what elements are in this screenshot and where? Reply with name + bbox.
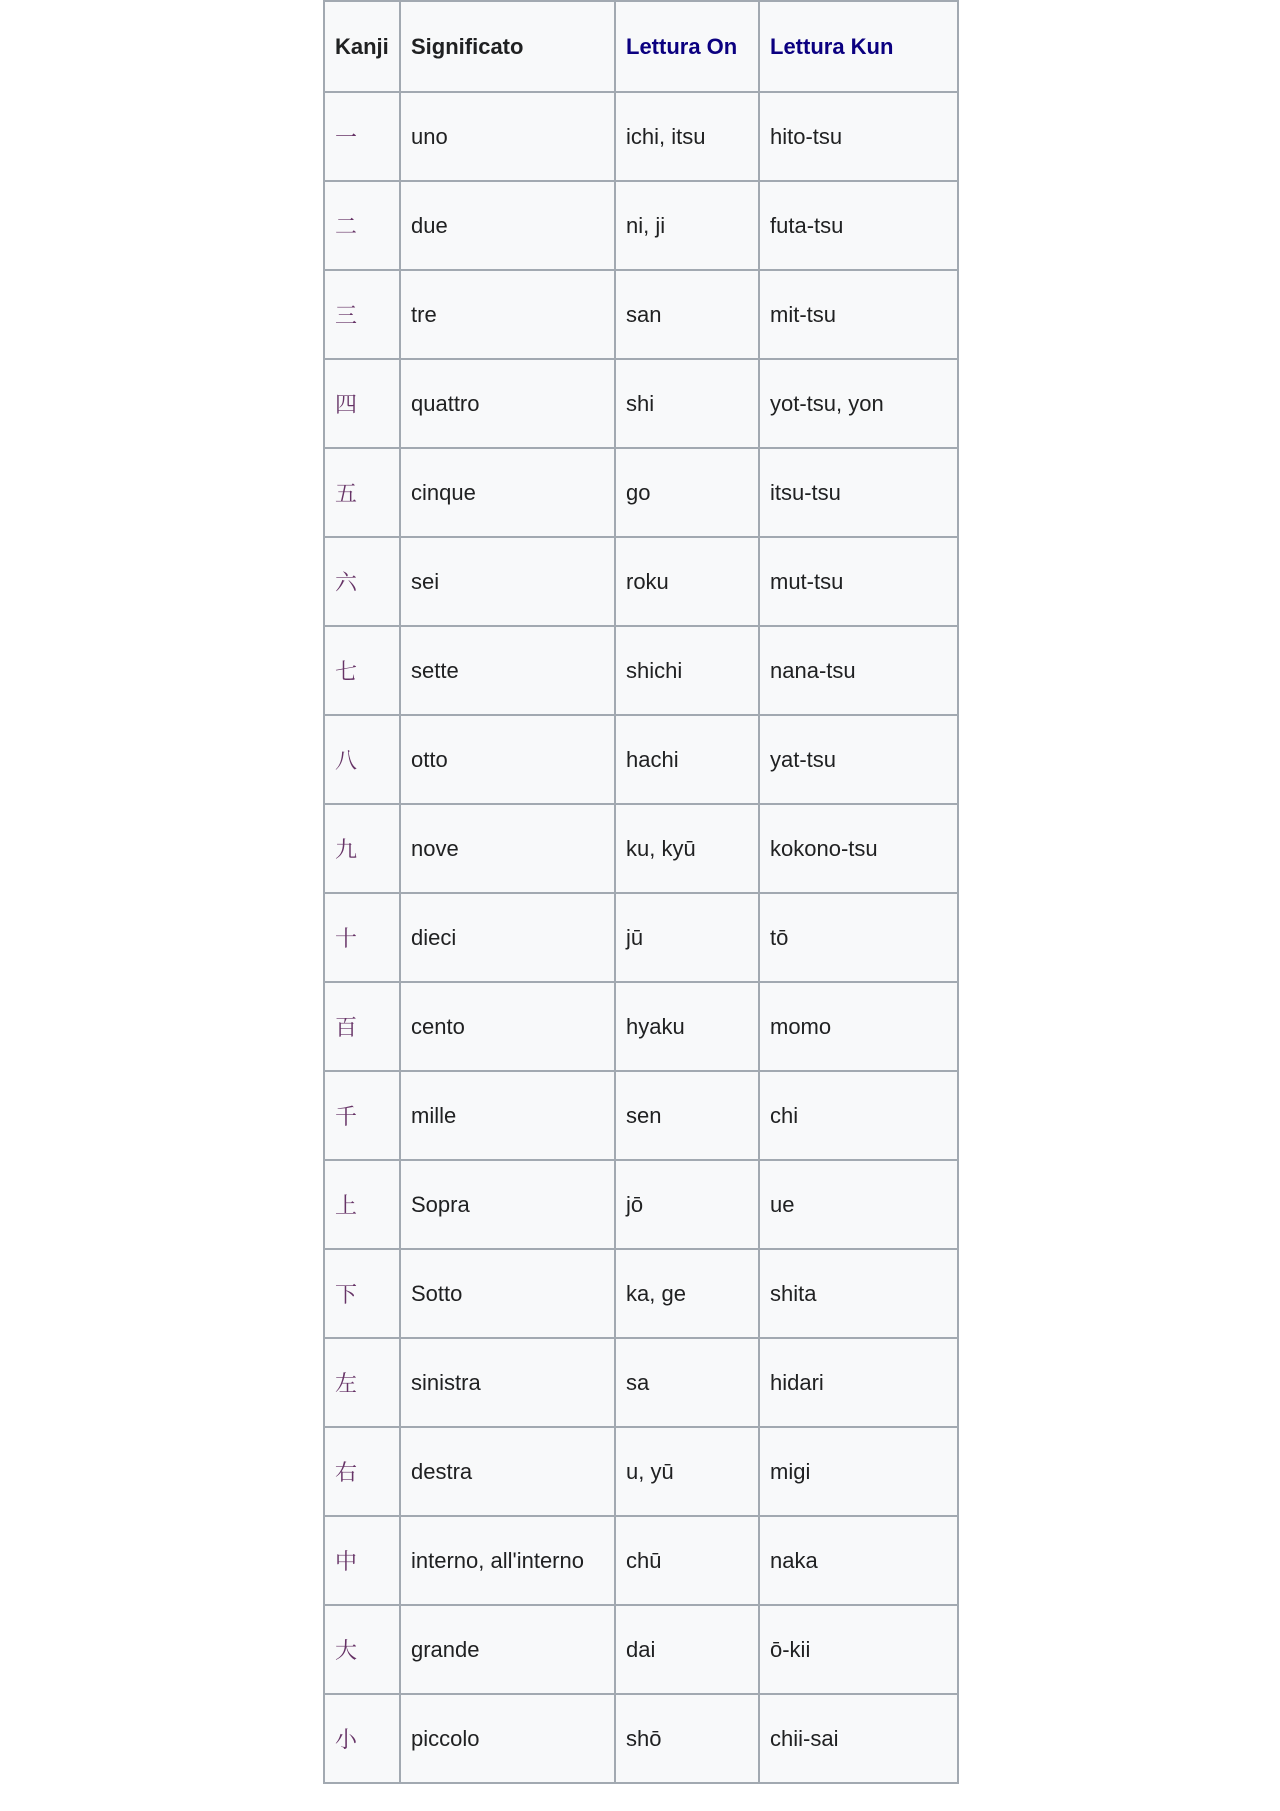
header-significato: Significato [400, 1, 615, 92]
on-reading-cell: san [615, 270, 759, 359]
meaning-cell: quattro [400, 359, 615, 448]
on-reading-cell: go [615, 448, 759, 537]
kanji-link[interactable]: 十 [324, 893, 400, 982]
kun-reading-cell: hito-tsu [759, 92, 958, 181]
table-row [324, 270, 958, 359]
kun-reading-cell: mit-tsu [759, 270, 958, 359]
meaning-cell: nove [400, 804, 615, 893]
table-row [324, 1338, 958, 1427]
table-row [324, 1605, 958, 1694]
kun-reading-cell: tō [759, 893, 958, 982]
kun-reading-cell: migi [759, 1427, 958, 1516]
table-row [324, 626, 958, 715]
on-reading-cell: ichi, itsu [615, 92, 759, 181]
on-reading-cell: shichi [615, 626, 759, 715]
table-row [324, 1071, 958, 1160]
meaning-cell: sette [400, 626, 615, 715]
kun-reading-cell: chii-sai [759, 1694, 958, 1783]
on-reading-cell: hachi [615, 715, 759, 804]
meaning-cell: due [400, 181, 615, 270]
kun-reading-cell: yat-tsu [759, 715, 958, 804]
meaning-cell: sinistra [400, 1338, 615, 1427]
meaning-cell: tre [400, 270, 615, 359]
kun-reading-cell: yot-tsu, yon [759, 359, 958, 448]
table-row [324, 715, 958, 804]
kanji-table-container [323, 0, 957, 1784]
table-row [324, 1160, 958, 1249]
kanji-link[interactable]: 下 [324, 1249, 400, 1338]
kun-reading-cell: futa-tsu [759, 181, 958, 270]
meaning-cell: Sopra [400, 1160, 615, 1249]
table-row [324, 804, 958, 893]
kanji-link[interactable]: 七 [324, 626, 400, 715]
kun-reading-cell: hidari [759, 1338, 958, 1427]
on-reading-cell: sa [615, 1338, 759, 1427]
kanji-table [323, 0, 959, 1784]
on-reading-cell: jō [615, 1160, 759, 1249]
kanji-link[interactable]: 中 [324, 1516, 400, 1605]
table-row [324, 448, 958, 537]
header-kanji: Kanji [324, 1, 400, 92]
table-row [324, 1249, 958, 1338]
meaning-cell: cento [400, 982, 615, 1071]
table-row [324, 181, 958, 270]
kanji-link[interactable]: 二 [324, 181, 400, 270]
kun-reading-cell: naka [759, 1516, 958, 1605]
on-reading-cell: ku, kyū [615, 804, 759, 893]
on-reading-cell: shi [615, 359, 759, 448]
meaning-cell: cinque [400, 448, 615, 537]
on-reading-cell: sen [615, 1071, 759, 1160]
kanji-link[interactable]: 上 [324, 1160, 400, 1249]
meaning-cell: sei [400, 537, 615, 626]
table-row [324, 1516, 958, 1605]
table-row [324, 359, 958, 448]
kun-reading-cell: itsu-tsu [759, 448, 958, 537]
meaning-cell: destra [400, 1427, 615, 1516]
on-reading-cell: chū [615, 1516, 759, 1605]
kanji-link[interactable]: 五 [324, 448, 400, 537]
kanji-link[interactable]: 三 [324, 270, 400, 359]
kanji-link[interactable]: 右 [324, 1427, 400, 1516]
on-reading-cell: hyaku [615, 982, 759, 1071]
header-lettura-kun-link[interactable]: Lettura Kun [759, 1, 958, 92]
table-row [324, 1694, 958, 1783]
kanji-link[interactable]: 九 [324, 804, 400, 893]
table-row [324, 893, 958, 982]
kanji-link[interactable]: 小 [324, 1694, 400, 1783]
kanji-link[interactable]: 一 [324, 92, 400, 181]
kun-reading-cell: nana-tsu [759, 626, 958, 715]
kanji-link[interactable]: 左 [324, 1338, 400, 1427]
kanji-link[interactable]: 八 [324, 715, 400, 804]
meaning-cell: interno, all'interno [400, 1516, 615, 1605]
table-row [324, 982, 958, 1071]
on-reading-cell: ka, ge [615, 1249, 759, 1338]
on-reading-cell: dai [615, 1605, 759, 1694]
kun-reading-cell: ō-kii [759, 1605, 958, 1694]
on-reading-cell: ni, ji [615, 181, 759, 270]
table-row [324, 537, 958, 626]
kun-reading-cell: shita [759, 1249, 958, 1338]
kun-reading-cell: ue [759, 1160, 958, 1249]
kanji-link[interactable]: 千 [324, 1071, 400, 1160]
kun-reading-cell: momo [759, 982, 958, 1071]
meaning-cell: uno [400, 92, 615, 181]
meaning-cell: Sotto [400, 1249, 615, 1338]
header-lettura-on-link[interactable]: Lettura On [615, 1, 759, 92]
table-header-row [324, 1, 958, 92]
meaning-cell: dieci [400, 893, 615, 982]
meaning-cell: grande [400, 1605, 615, 1694]
kun-reading-cell: chi [759, 1071, 958, 1160]
on-reading-cell: u, yū [615, 1427, 759, 1516]
kanji-link[interactable]: 百 [324, 982, 400, 1071]
on-reading-cell: jū [615, 893, 759, 982]
kun-reading-cell: mut-tsu [759, 537, 958, 626]
on-reading-cell: roku [615, 537, 759, 626]
meaning-cell: otto [400, 715, 615, 804]
kun-reading-cell: kokono-tsu [759, 804, 958, 893]
kanji-link[interactable]: 四 [324, 359, 400, 448]
table-row [324, 92, 958, 181]
meaning-cell: piccolo [400, 1694, 615, 1783]
meaning-cell: mille [400, 1071, 615, 1160]
table-row [324, 1427, 958, 1516]
on-reading-cell: shō [615, 1694, 759, 1783]
kanji-link[interactable]: 大 [324, 1605, 400, 1694]
kanji-link[interactable]: 六 [324, 537, 400, 626]
